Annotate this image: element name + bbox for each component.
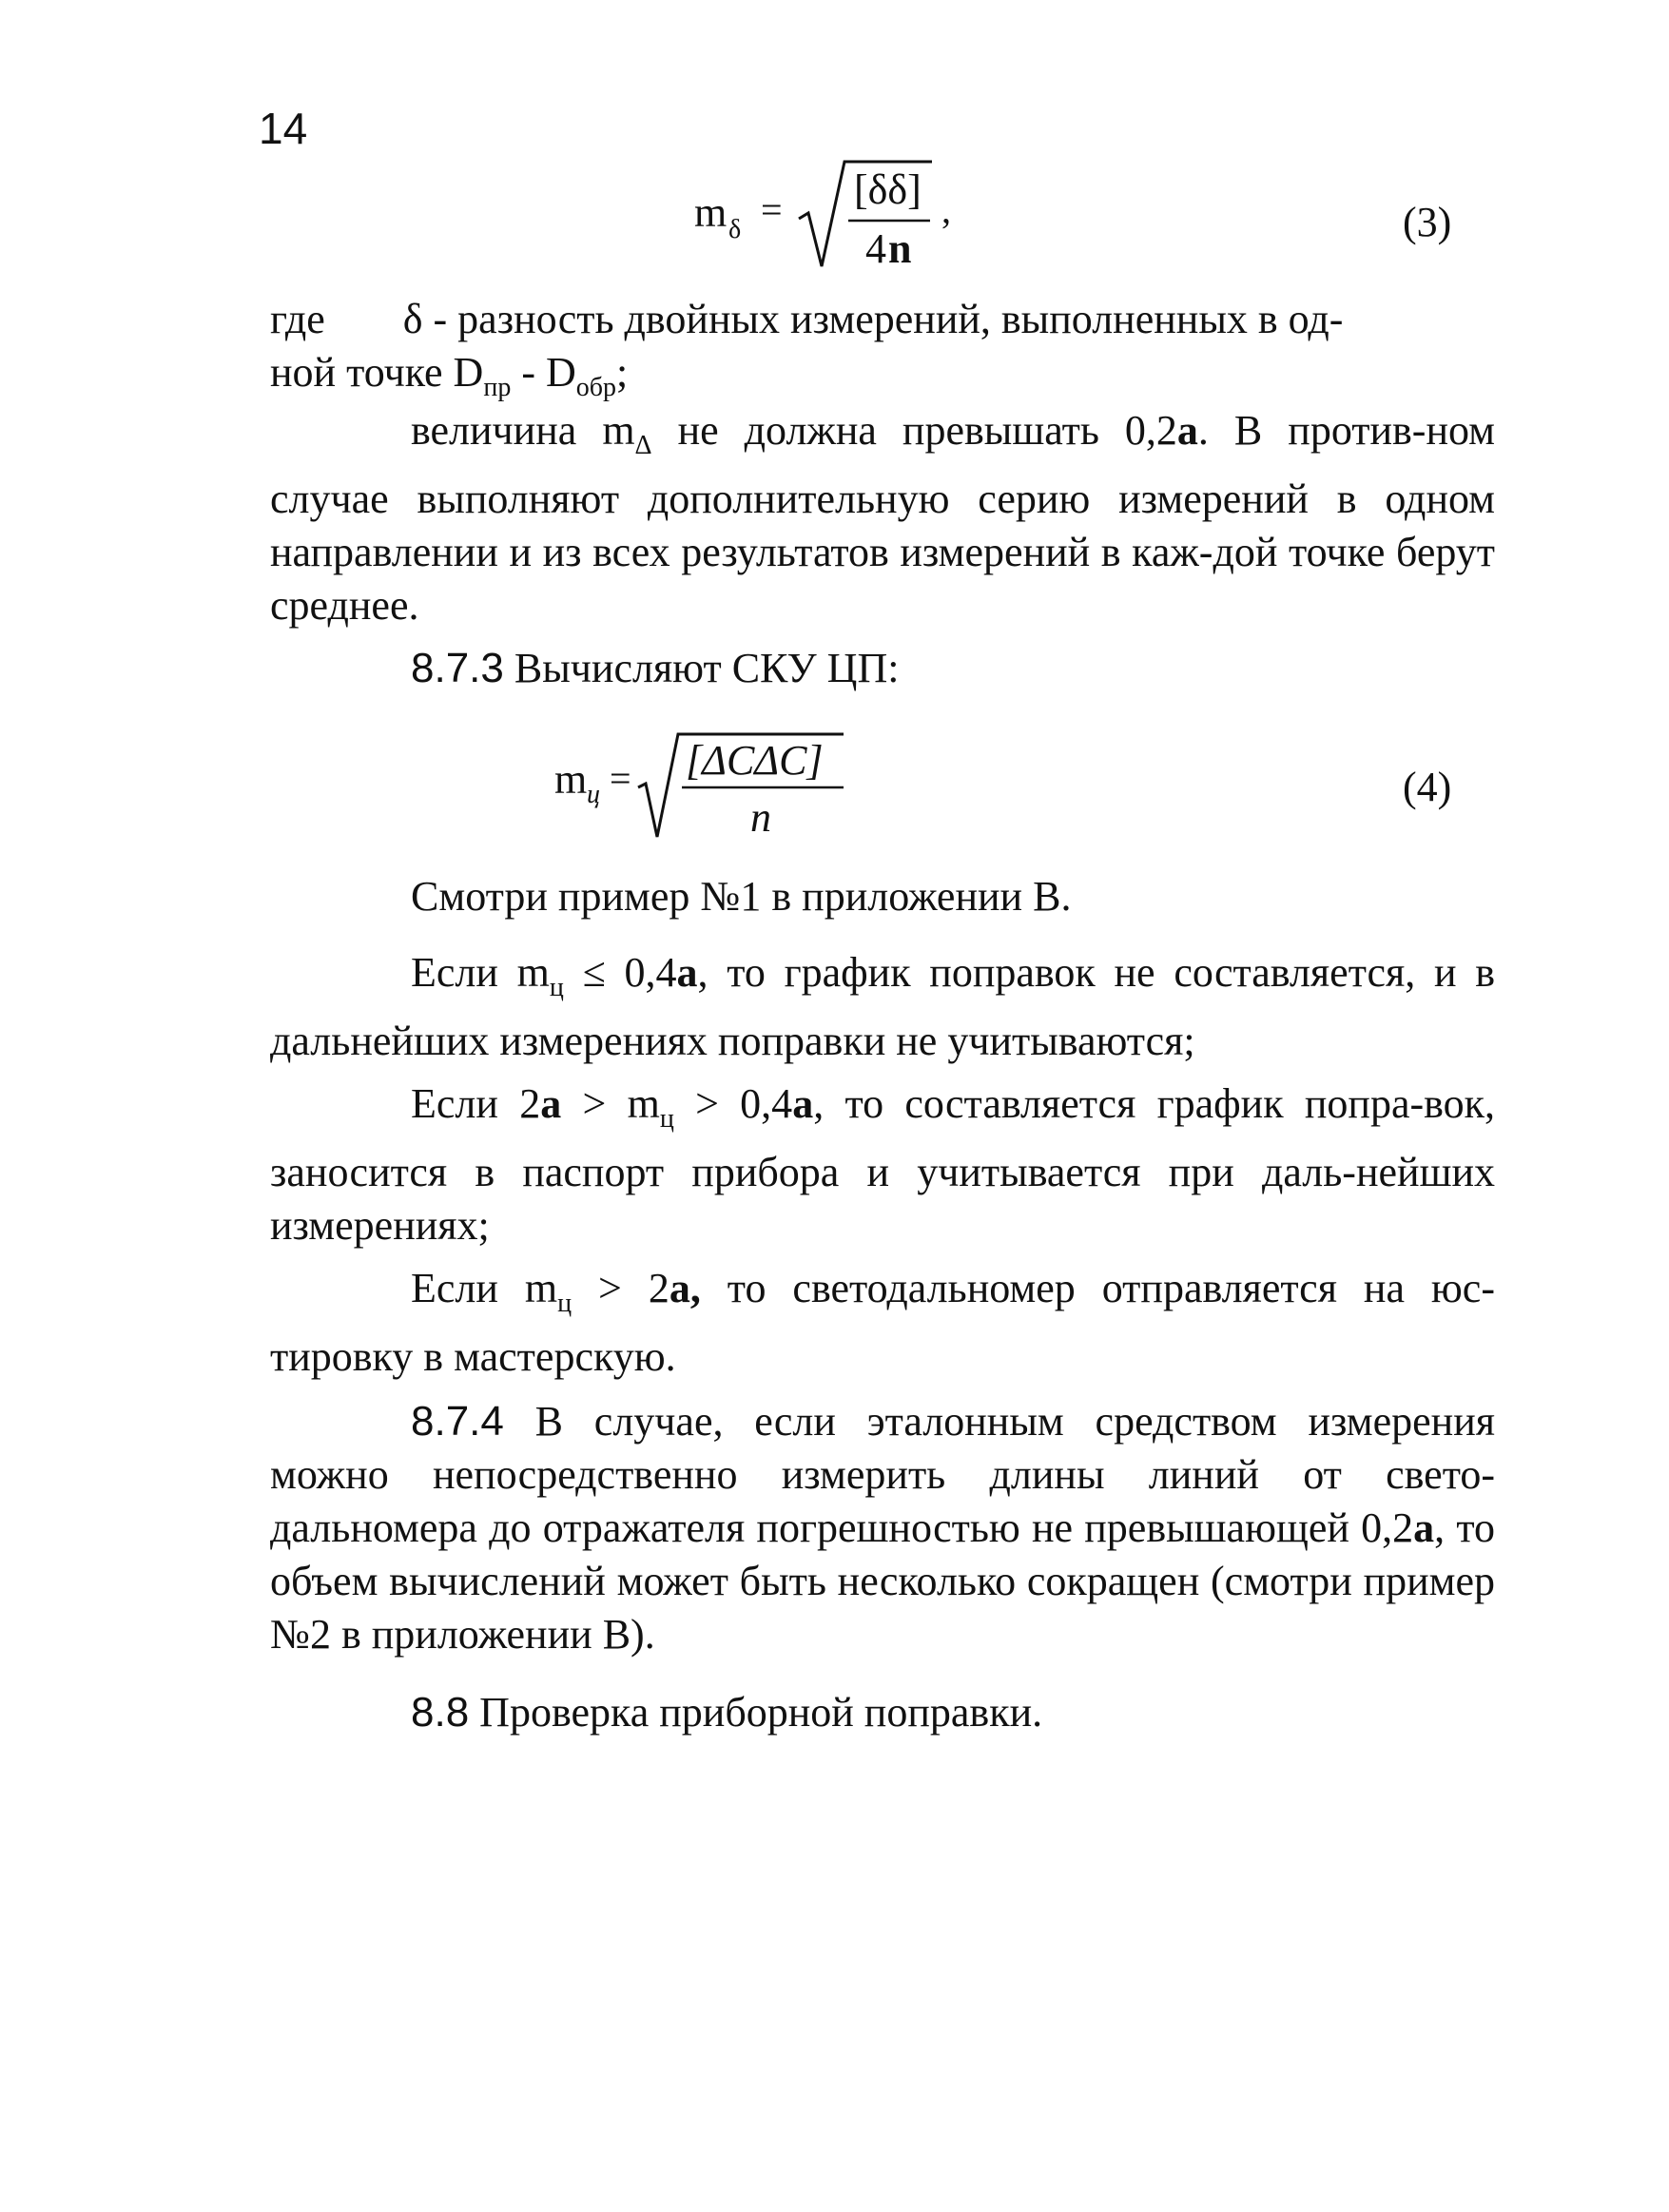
formula-4-number: (4) xyxy=(1403,764,1452,810)
formula-4-numerator: [ΔCΔC] xyxy=(686,737,824,784)
section-8-8 xyxy=(270,1686,1495,1739)
formula-3-denom-var: n xyxy=(888,225,912,272)
section-8-8-text: Проверка приборной поправки. xyxy=(469,1689,1043,1736)
formula-3 xyxy=(685,143,970,276)
section-8-7-4: 8.7.4 В случае, если эталонным средством измерения можно непосредственно измерить длины линий от свето-дальномера до отражателя погрешностью не превышающей 0,2а, то объем вычислений может быть несколько сокращен (смотри пример №2 в приложении В). xyxy=(270,1398,1496,1658)
condition-3: Если $m_ц > 2а$, то светодальномер отправляется на юс-тировку в мастерскую. xyxy=(270,1265,1495,1380)
page-number: 14 xyxy=(259,104,308,153)
magnitude-paragraph: величина $m_\Delta$ не должна превышать 0,2а. В против-ном случае выполняют дополнительную серию измерений в одном направлении и из всех результатов измерений в каж-дой точке берут среднее. xyxy=(270,407,1495,629)
section-8-7-3-text: Вычисляют СКУ ЦП: xyxy=(503,645,900,691)
section-8-7-4-number: 8.7.4 xyxy=(411,1398,504,1445)
section-8-7-3-number: 8.7.3 xyxy=(411,645,504,691)
where-label: где xyxy=(270,296,325,342)
formula-3-denom-coef: 4 xyxy=(865,225,886,272)
formula-3-number: (3) xyxy=(1403,199,1452,245)
formula-3-numerator: [δδ] xyxy=(854,166,922,213)
formula-4 xyxy=(547,725,870,848)
formula-3-comma: , xyxy=(941,188,951,231)
condition-2: Если $2а > m_ц > 0,4а$, то составляется график попра-вок, заносится в паспорт прибора и учитывается при даль-нейших измерениях; xyxy=(270,1080,1495,1249)
formula-4-lhs-sub: ц xyxy=(587,780,600,809)
see-example-1: Смотри пример №1 в приложении В. xyxy=(411,873,1072,920)
formula-4-eq: = xyxy=(610,757,631,800)
where-definition: где δ - разность двойных измерений, выполненных в од- ной точке $D_{пр} - D_{обр}$; xyxy=(270,296,1344,402)
formula-3-lhs: m xyxy=(694,189,728,236)
section-8-7-3 xyxy=(270,642,1495,695)
where-text-line1: δ - разность двойных измерений, выполненных в од- xyxy=(402,296,1344,342)
formula-4-lhs: m xyxy=(554,756,588,803)
formula-3-lhs-sub: δ xyxy=(728,215,742,244)
section-8-8-number: 8.8 xyxy=(411,1689,470,1736)
condition-1: Если $m_ц \le 0,4а$, то график поправок не составляется, и в дальнейших измерениях поправки не учитываются; xyxy=(270,949,1495,1064)
formula-3-eq: = xyxy=(761,188,783,231)
formula-4-denominator: n xyxy=(750,794,771,841)
